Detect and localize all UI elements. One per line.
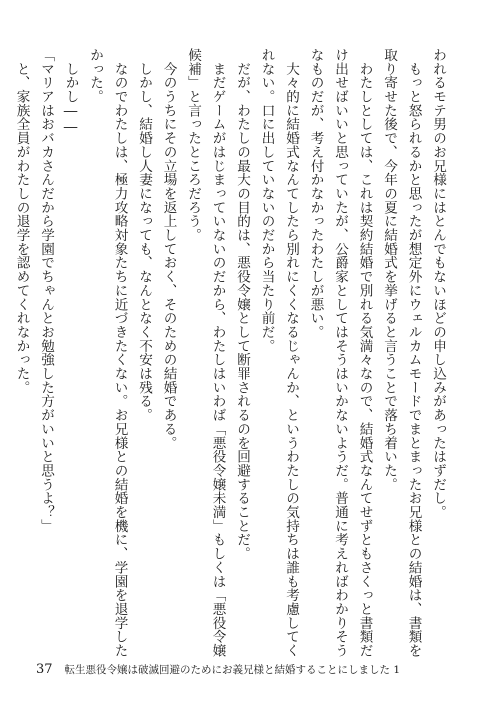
page-footer xyxy=(36,661,476,679)
text-line: かった。 xyxy=(87,48,103,104)
text-line: れない。口に出していないのだから当たり前だ。 xyxy=(258,48,275,353)
text-line: しかし、結婚し人妻になっても、なんとなく不安は残る。 xyxy=(136,48,152,422)
text-line: 「マリアはおバカさんだから学園でちゃんとお勉強した方がいいと思うよ？」 xyxy=(38,48,54,533)
text-line: なのでわたしは、極力攻略対象たちに近づきたくない。お兄様との結婚を機に、学園を退学した xyxy=(111,48,128,658)
page-number: 37 xyxy=(36,662,53,677)
text-line: と、家族全員がわたしの退学を認めてくれなかった。 xyxy=(13,48,30,395)
running-title: 転生悪役令嬢は破滅回避のためにお義兄様と結婚することにしました 1 xyxy=(64,664,401,676)
text-line: われるモテ男のお兄様にはとんでもないほどの申し込みがあったはずだし。 xyxy=(430,48,446,519)
text-line: まだゲームがはじまっていないのだから、わたしはいわば「悪役令嬢未満」もしくは「悪役令嬢 xyxy=(209,48,226,658)
text-line: なものだが、考え付かなかったわたしが悪い。 xyxy=(307,48,324,339)
text-line: け出せばいいと思っていたが、公爵家としてはそうはいかないようだ。普通に考えればわかりそう xyxy=(332,48,348,658)
text-line: しかし―― xyxy=(62,48,79,136)
text-line: 取り寄せた後で、今年の夏に結婚式を挙げると言うことで落ち着いた。 xyxy=(381,48,397,492)
text-line: わたしとしては、これは契約結婚で別れる気満々なので、結婚式なんてせずともさくっと書類だ xyxy=(356,48,373,658)
text-line: 大々的に結婚式なんてしたら別れにくくなるじゃんか、というわたしの気持ちは誰も考慮してく xyxy=(283,48,299,658)
text-line: 候補」と言ったところだろう。 xyxy=(185,48,201,242)
vertical-body-text xyxy=(13,48,450,658)
text-line: 今のうちにその立場を返上しておく、そのための結婚である。 xyxy=(160,48,177,450)
text-line: だが、わたしの最大の目的は、悪役令嬢として断罪されるのを回避することだ。 xyxy=(234,48,250,561)
text-line: もっと怒られるかと思ったが想定外にウェルカムモードでまとまったお兄様との結婚は、書類を xyxy=(405,48,422,658)
